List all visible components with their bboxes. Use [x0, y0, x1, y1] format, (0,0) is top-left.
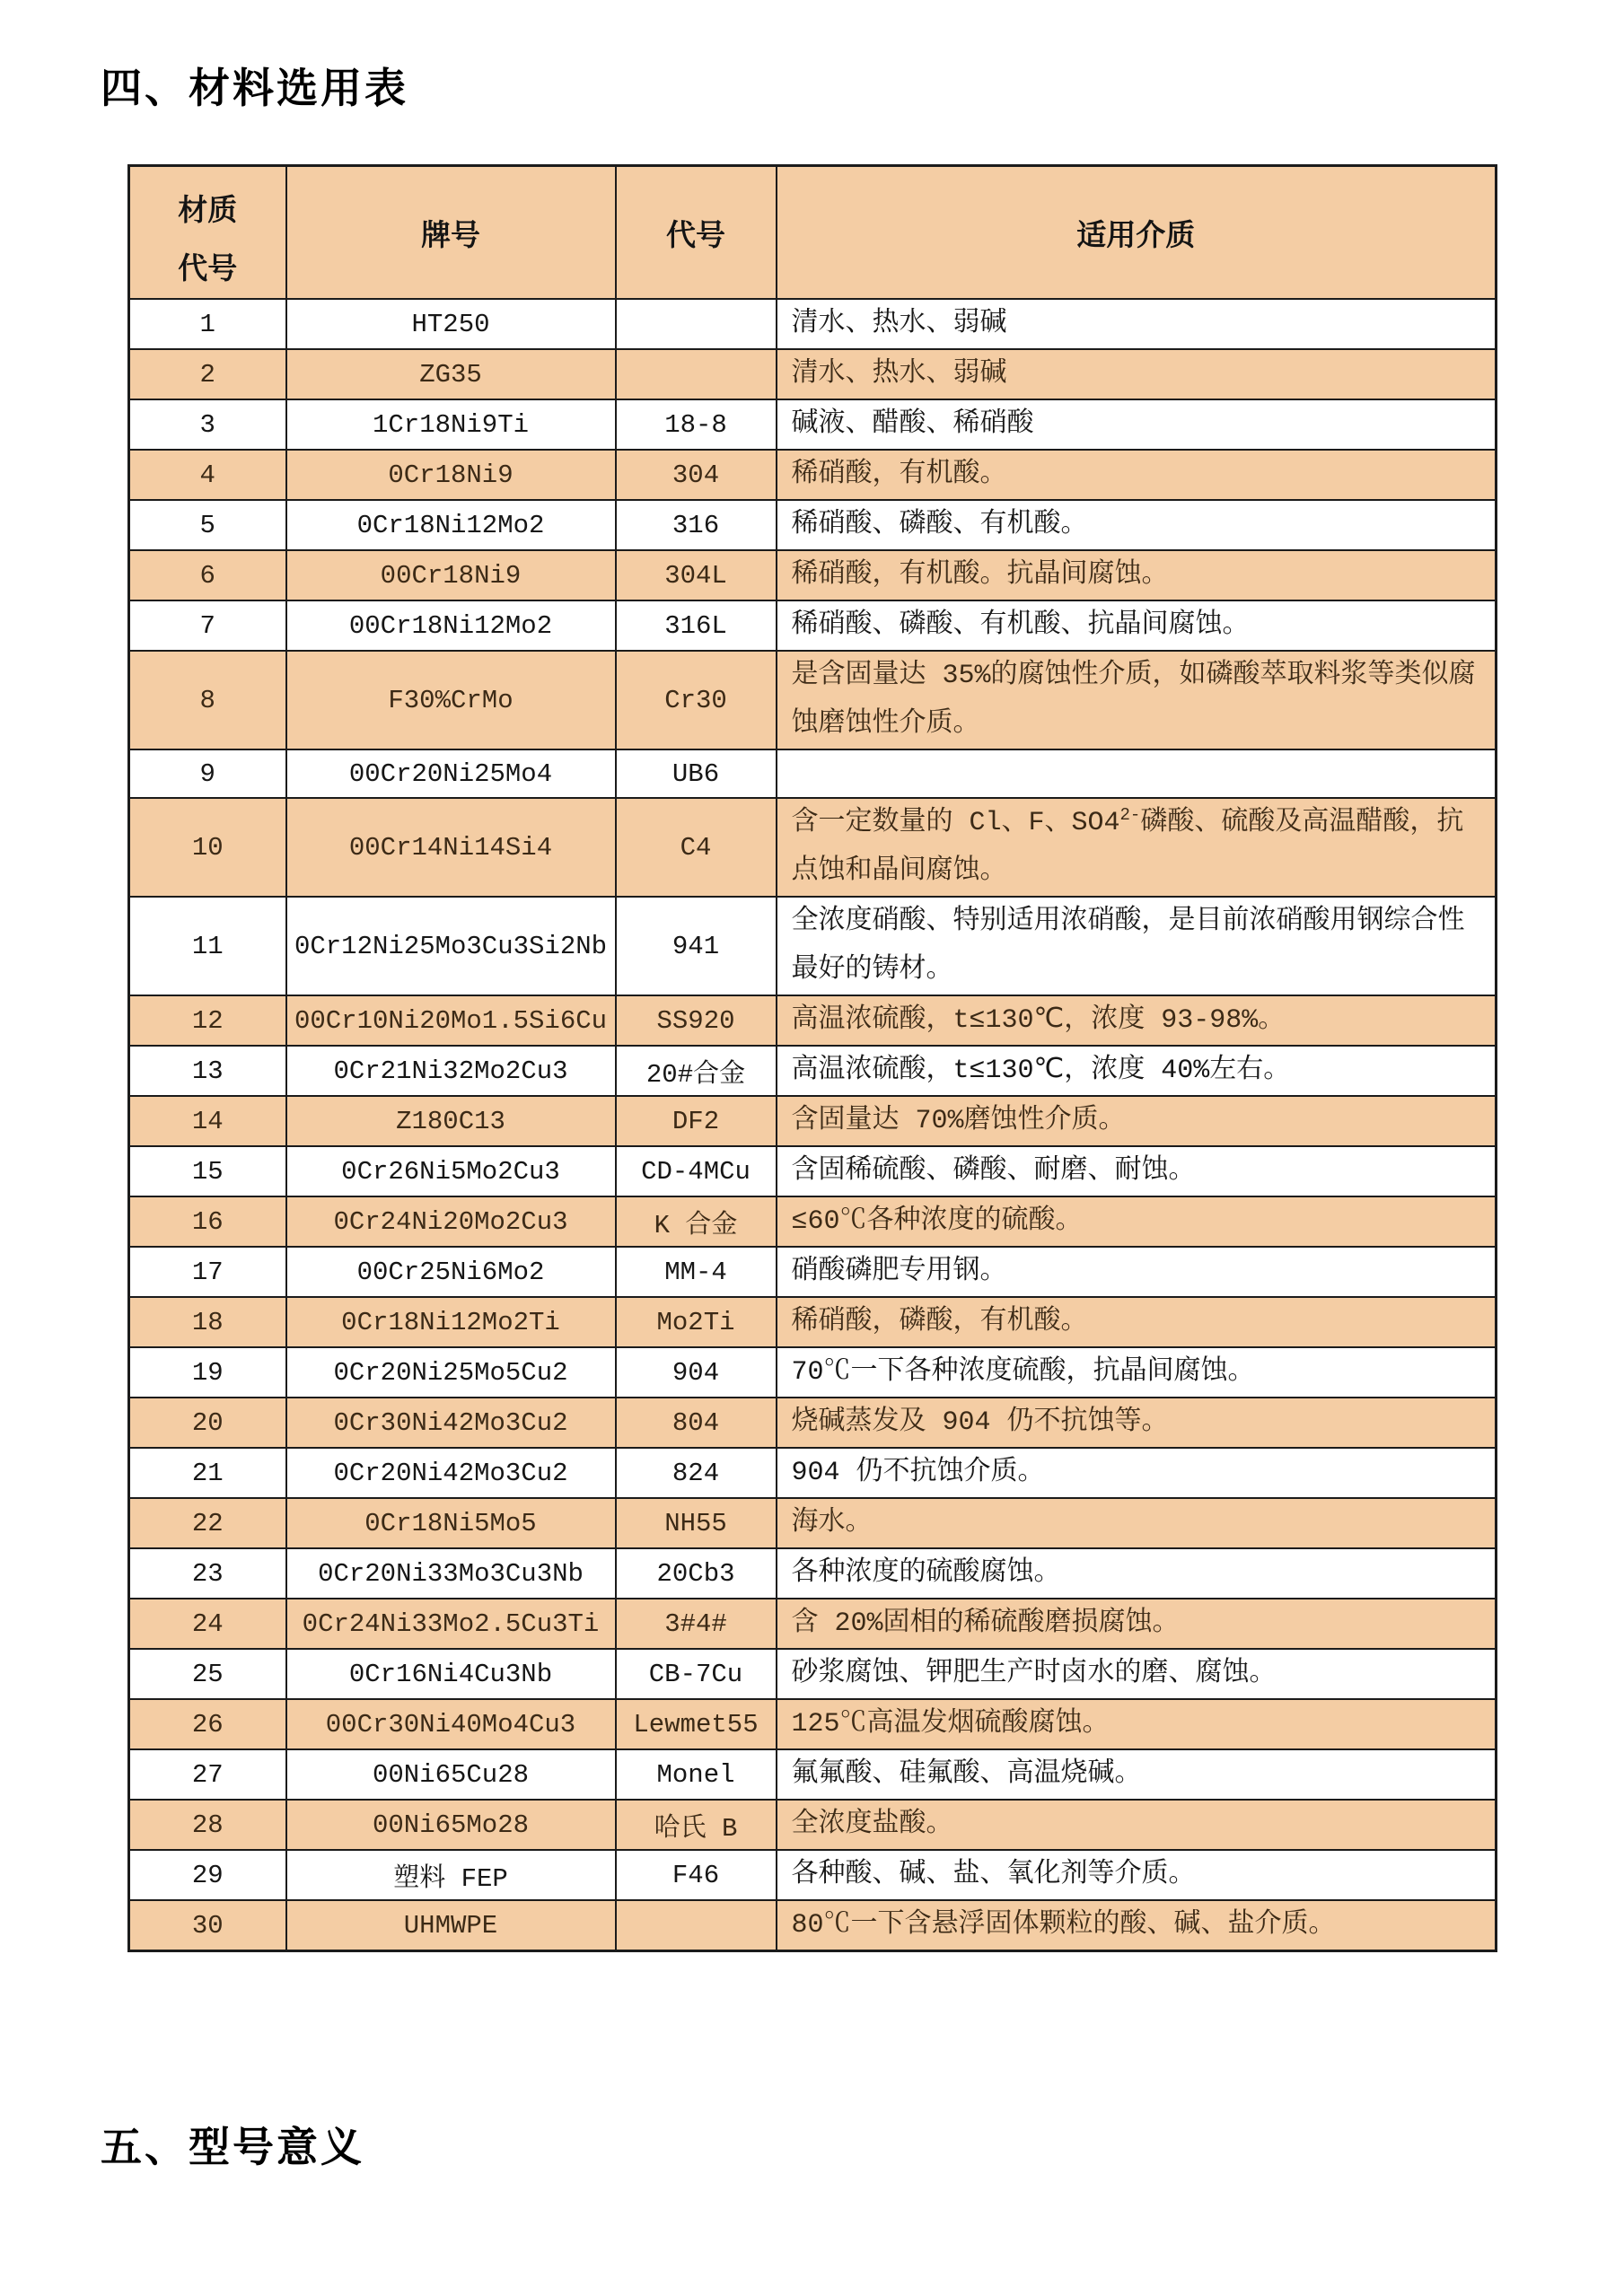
cell-media — [777, 749, 1497, 798]
table-row — [129, 500, 1497, 550]
cell-code: Mo2Ti — [616, 1297, 777, 1347]
cell-material-code: 4 — [129, 450, 286, 500]
table-row — [129, 1448, 1497, 1498]
cell-media: 125℃高温发烟硫酸腐蚀。 — [777, 1699, 1497, 1749]
header-grade: 牌号 — [286, 166, 616, 300]
cell-code: 20#合金 — [616, 1046, 777, 1096]
table-row — [129, 1398, 1497, 1448]
cell-code: Cr30 — [616, 651, 777, 749]
material-selection-table — [127, 164, 1497, 1952]
table-row — [129, 600, 1497, 651]
cell-media: 含 20%固相的稀硫酸磨损腐蚀。 — [777, 1599, 1497, 1649]
section-title-material-table: 四、材料选用表 — [101, 66, 408, 111]
cell-code: 304 — [616, 450, 777, 500]
cell-media: 全浓度硝酸、特别适用浓硝酸，是目前浓硝酸用钢综合性最好的铸材。 — [777, 897, 1497, 995]
cell-material-code: 13 — [129, 1046, 286, 1096]
cell-media: 是含固量达 35%的腐蚀性介质，如磷酸萃取料浆等类似腐蚀磨蚀性介质。 — [777, 651, 1497, 749]
cell-media: 稀硝酸，磷酸，有机酸。 — [777, 1297, 1497, 1347]
cell-material-code: 6 — [129, 550, 286, 600]
cell-media: 各种浓度的硫酸腐蚀。 — [777, 1548, 1497, 1599]
cell-material-code: 10 — [129, 798, 286, 897]
cell-material-code: 21 — [129, 1448, 286, 1498]
cell-material-code: 26 — [129, 1699, 286, 1749]
cell-material-code: 7 — [129, 600, 286, 651]
cell-material-code: 9 — [129, 749, 286, 798]
table-row — [129, 995, 1497, 1046]
table-row — [129, 450, 1497, 500]
table-row — [129, 1649, 1497, 1699]
cell-grade: 0Cr21Ni32Mo2Cu3 — [286, 1046, 616, 1096]
cell-code: SS920 — [616, 995, 777, 1046]
cell-grade: Z180C13 — [286, 1096, 616, 1146]
cell-material-code: 23 — [129, 1548, 286, 1599]
table-row — [129, 651, 1497, 749]
cell-media: 各种酸、碱、盐、氧化剂等介质。 — [777, 1850, 1497, 1900]
cell-material-code: 29 — [129, 1850, 286, 1900]
cell-code: 哈氏 B — [616, 1800, 777, 1850]
cell-grade: 1Cr18Ni9Ti — [286, 399, 616, 450]
table-row — [129, 1850, 1497, 1900]
table-body — [129, 299, 1497, 1951]
header-material-code-line1: 材质 — [178, 196, 238, 229]
cell-media: 稀硝酸，有机酸。抗晶间腐蚀。 — [777, 550, 1497, 600]
cell-grade: 塑料 FEP — [286, 1850, 616, 1900]
cell-material-code: 30 — [129, 1900, 286, 1951]
cell-grade: HT250 — [286, 299, 616, 349]
cell-grade: 00Cr18Ni12Mo2 — [286, 600, 616, 651]
cell-material-code: 17 — [129, 1247, 286, 1297]
cell-material-code: 28 — [129, 1800, 286, 1850]
table-row — [129, 749, 1497, 798]
cell-code: MM-4 — [616, 1247, 777, 1297]
table-row — [129, 299, 1497, 349]
cell-code — [616, 1900, 777, 1951]
header-media: 适用介质 — [777, 166, 1497, 300]
cell-code: NH55 — [616, 1498, 777, 1548]
cell-grade: 0Cr18Ni9 — [286, 450, 616, 500]
header-material-code-line2: 代号 — [178, 254, 238, 287]
cell-grade: 0Cr20Ni25Mo5Cu2 — [286, 1347, 616, 1398]
cell-grade: 0Cr30Ni42Mo3Cu2 — [286, 1398, 616, 1448]
cell-grade: 00Cr18Ni9 — [286, 550, 616, 600]
cell-code: 18-8 — [616, 399, 777, 450]
cell-media: 稀硝酸、磷酸、有机酸。 — [777, 500, 1497, 550]
table-row — [129, 1900, 1497, 1951]
cell-code: CD-4MCu — [616, 1146, 777, 1196]
cell-material-code: 2 — [129, 349, 286, 399]
cell-grade: 0Cr18Ni12Mo2Ti — [286, 1297, 616, 1347]
table-row — [129, 399, 1497, 450]
cell-media: 全浓度盐酸。 — [777, 1800, 1497, 1850]
cell-material-code: 25 — [129, 1649, 286, 1699]
cell-material-code: 15 — [129, 1146, 286, 1196]
cell-code: C4 — [616, 798, 777, 897]
cell-grade: 00Cr30Ni40Mo4Cu3 — [286, 1699, 616, 1749]
cell-code: F46 — [616, 1850, 777, 1900]
cell-material-code: 8 — [129, 651, 286, 749]
cell-material-code: 16 — [129, 1196, 286, 1247]
header-code: 代号 — [616, 166, 777, 300]
cell-media: 稀硝酸、磷酸、有机酸、抗晶间腐蚀。 — [777, 600, 1497, 651]
media-text: 磷酸、硫酸及高温醋酸，抗点蚀和晶间腐蚀。 — [791, 808, 1464, 887]
media-text: 含一定数量的 Cl、F、SO4 — [791, 808, 1120, 838]
cell-material-code: 20 — [129, 1398, 286, 1448]
cell-grade: 0Cr20Ni42Mo3Cu2 — [286, 1448, 616, 1498]
cell-code: Monel — [616, 1749, 777, 1800]
table-row — [129, 1046, 1497, 1096]
table-row — [129, 1498, 1497, 1548]
table-row — [129, 1146, 1497, 1196]
cell-code — [616, 299, 777, 349]
cell-grade: 0Cr12Ni25Mo3Cu3Si2Nb — [286, 897, 616, 995]
cell-grade: 0Cr18Ni12Mo2 — [286, 500, 616, 550]
table-row — [129, 1749, 1497, 1800]
cell-material-code: 27 — [129, 1749, 286, 1800]
cell-media: 砂浆腐蚀、钾肥生产时卤水的磨、腐蚀。 — [777, 1649, 1497, 1699]
cell-grade: 0Cr24Ni20Mo2Cu3 — [286, 1196, 616, 1247]
table-row — [129, 1096, 1497, 1146]
cell-media: 高温浓硫酸，t≤130℃，浓度 93-98%。 — [777, 995, 1497, 1046]
cell-media: 70℃一下各种浓度硫酸，抗晶间腐蚀。 — [777, 1347, 1497, 1398]
cell-media: 清水、热水、弱碱 — [777, 349, 1497, 399]
cell-material-code: 11 — [129, 897, 286, 995]
cell-code: 3#4# — [616, 1599, 777, 1649]
cell-media — [777, 798, 1497, 897]
media-superscript: 2- — [1119, 805, 1141, 825]
table-row — [129, 897, 1497, 995]
table-row — [129, 1347, 1497, 1398]
cell-material-code: 14 — [129, 1096, 286, 1146]
cell-material-code: 24 — [129, 1599, 286, 1649]
cell-grade: 00Ni65Mo28 — [286, 1800, 616, 1850]
cell-code: 824 — [616, 1448, 777, 1498]
cell-code: CB-7Cu — [616, 1649, 777, 1699]
table-row — [129, 1247, 1497, 1297]
cell-code: 904 — [616, 1347, 777, 1398]
cell-code: DF2 — [616, 1096, 777, 1146]
section-title-model-meaning: 五、型号意义 — [101, 2125, 364, 2170]
cell-code: 304L — [616, 550, 777, 600]
cell-material-code: 18 — [129, 1297, 286, 1347]
cell-material-code: 3 — [129, 399, 286, 450]
cell-material-code: 5 — [129, 500, 286, 550]
table-row — [129, 1297, 1497, 1347]
cell-code — [616, 349, 777, 399]
cell-grade: ZG35 — [286, 349, 616, 399]
table-header — [129, 166, 1497, 300]
cell-grade: 00Cr14Ni14Si4 — [286, 798, 616, 897]
cell-media: 氟氟酸、硅氟酸、高温烧碱。 — [777, 1749, 1497, 1800]
cell-media: 含固量达 70%磨蚀性介质。 — [777, 1096, 1497, 1146]
table-row — [129, 1699, 1497, 1749]
cell-grade: 00Cr10Ni20Mo1.5Si6Cu — [286, 995, 616, 1046]
cell-code: 316 — [616, 500, 777, 550]
cell-media: 稀硝酸，有机酸。 — [777, 450, 1497, 500]
cell-code: 941 — [616, 897, 777, 995]
cell-code: K 合金 — [616, 1196, 777, 1247]
cell-media: 904 仍不抗蚀介质。 — [777, 1448, 1497, 1498]
cell-material-code: 12 — [129, 995, 286, 1046]
cell-media: 烧碱蒸发及 904 仍不抗蚀等。 — [777, 1398, 1497, 1448]
table-row — [129, 1196, 1497, 1247]
cell-grade: 00Cr25Ni6Mo2 — [286, 1247, 616, 1297]
cell-grade: 0Cr16Ni4Cu3Nb — [286, 1649, 616, 1699]
cell-grade: 00Ni65Cu28 — [286, 1749, 616, 1800]
cell-grade: F30%CrMo — [286, 651, 616, 749]
cell-material-code: 22 — [129, 1498, 286, 1548]
header-material-code — [129, 166, 286, 300]
cell-media: 高温浓硫酸，t≤130℃，浓度 40%左右。 — [777, 1046, 1497, 1096]
table-row — [129, 550, 1497, 600]
cell-media: ≤60℃各种浓度的硫酸。 — [777, 1196, 1497, 1247]
cell-material-code: 19 — [129, 1347, 286, 1398]
table-row — [129, 349, 1497, 399]
table-row — [129, 1548, 1497, 1599]
cell-grade: 00Cr20Ni25Mo4 — [286, 749, 616, 798]
cell-grade: 0Cr18Ni5Mo5 — [286, 1498, 616, 1548]
header-row — [129, 166, 1497, 300]
table-row — [129, 1599, 1497, 1649]
table-row — [129, 1800, 1497, 1850]
cell-media: 海水。 — [777, 1498, 1497, 1548]
cell-material-code: 1 — [129, 299, 286, 349]
cell-media: 硝酸磷肥专用钢。 — [777, 1247, 1497, 1297]
cell-media: 清水、热水、弱碱 — [777, 299, 1497, 349]
cell-media: 含固稀硫酸、磷酸、耐磨、耐蚀。 — [777, 1146, 1497, 1196]
cell-code: UB6 — [616, 749, 777, 798]
cell-code: 804 — [616, 1398, 777, 1448]
cell-grade: 0Cr24Ni33Mo2.5Cu3Ti — [286, 1599, 616, 1649]
cell-grade: UHMWPE — [286, 1900, 616, 1951]
cell-code: Lewmet55 — [616, 1699, 777, 1749]
cell-grade: 0Cr20Ni33Mo3Cu3Nb — [286, 1548, 616, 1599]
cell-media: 80℃一下含悬浮固体颗粒的酸、碱、盐介质。 — [777, 1900, 1497, 1951]
cell-media: 碱液、醋酸、稀硝酸 — [777, 399, 1497, 450]
cell-grade: 0Cr26Ni5Mo2Cu3 — [286, 1146, 616, 1196]
cell-code: 20Cb3 — [616, 1548, 777, 1599]
cell-code: 316L — [616, 600, 777, 651]
table-row — [129, 798, 1497, 897]
